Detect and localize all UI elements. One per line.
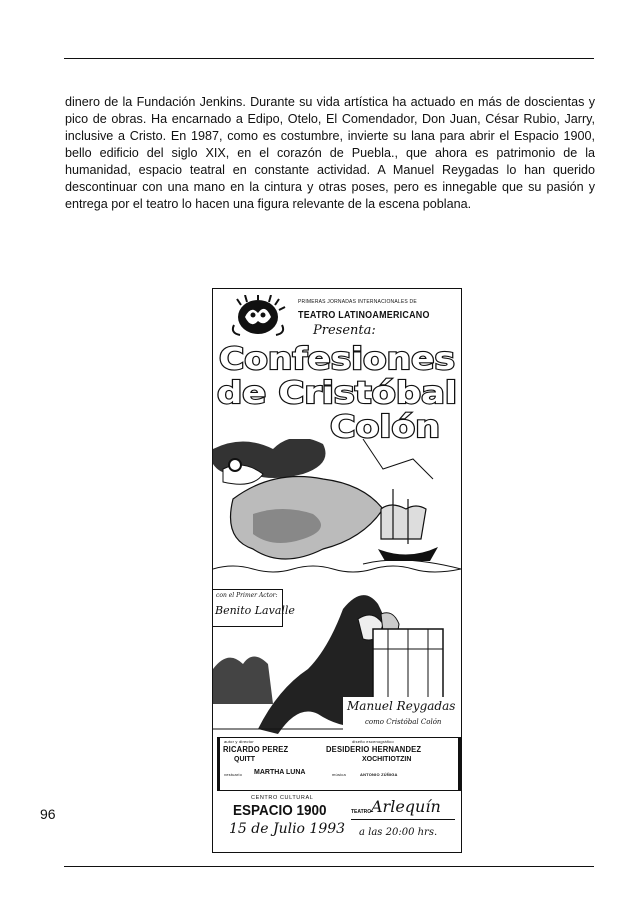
- poster-festival: TEATRO LATINOAMERICANO: [298, 309, 430, 321]
- page-number: 96: [40, 806, 56, 822]
- lead-credit: [343, 697, 461, 733]
- credit-author-2: QUITT: [234, 756, 255, 763]
- title-line-2: de Cristóbal: [217, 376, 457, 411]
- actor-name: Benito Lavalle: [215, 604, 295, 617]
- performance-time: a las 20:00 hrs.: [359, 827, 438, 838]
- festival-emblem-icon: [231, 295, 289, 337]
- lead-name: Manuel Reygadas: [347, 699, 456, 713]
- header-rule: [64, 58, 594, 59]
- theatre-name: Arlequín: [371, 797, 441, 816]
- credit-design-2: XOCHITIOTZIN: [362, 756, 412, 763]
- performance-date: 15 de Julio 1993: [229, 821, 346, 837]
- credit-music: ANTONIO ZÚÑIGA: [360, 772, 398, 777]
- theatre-poster: [212, 288, 462, 853]
- credit-design: DESIDERIO HERNANDEZ: [326, 745, 422, 754]
- poster-jornadas: PRIMERAS JORNADAS INTERNACIONALES DE: [298, 299, 417, 305]
- credits-box: [217, 737, 461, 791]
- poster-title: [213, 341, 461, 441]
- credit-music-label: música: [332, 772, 346, 777]
- footer-rule: [64, 866, 594, 867]
- title-line-3: Colón: [330, 410, 440, 441]
- title-line-1: Confesiones: [219, 342, 455, 377]
- theatre-label: TEATRO: [351, 809, 372, 815]
- lead-role: como Cristóbal Colón: [365, 718, 442, 726]
- credit-costume-label: vestuario: [224, 772, 243, 777]
- venue-label: CENTRO CULTURAL: [251, 795, 314, 801]
- credit-author-label: autor y director: [224, 739, 254, 744]
- body-paragraph: dinero de la Fundación Jenkins. Durante su vida artística ha actuado en más de doscientas y pico de obras. Ha encarnado a Edipo, Otelo, El Comendador, Don Juan, César Rubio, Jarry, inclusive a Cristo. En 1987, como es costumbre, invierte su lana para abrir el Espacio 1900, bello edificio del siglo XIX, en el corazón de Puebla., que ahora es patrimonio de la humanidad, espacio teatral en constante actividad. A Manuel Reygadas lo han querido descontinuar con una mano en la cintura y otras poses, pero es innegable que su pasión y entrega por el teatro lo hacen una figura relevante de la escena poblana.: [65, 95, 595, 211]
- credit-design-label: diseño escenográfico: [352, 739, 394, 744]
- actor-pre-label: con el Primer Actor:: [216, 592, 278, 599]
- theatre-underline: [351, 819, 455, 820]
- credit-costume: MARTHA LUNA: [254, 769, 306, 776]
- actor-credit: [212, 589, 295, 627]
- poster-presenta: Presenta:: [313, 323, 376, 338]
- venue-name: ESPACIO 1900: [233, 802, 327, 819]
- credit-author: RICARDO PEREZ: [223, 745, 289, 754]
